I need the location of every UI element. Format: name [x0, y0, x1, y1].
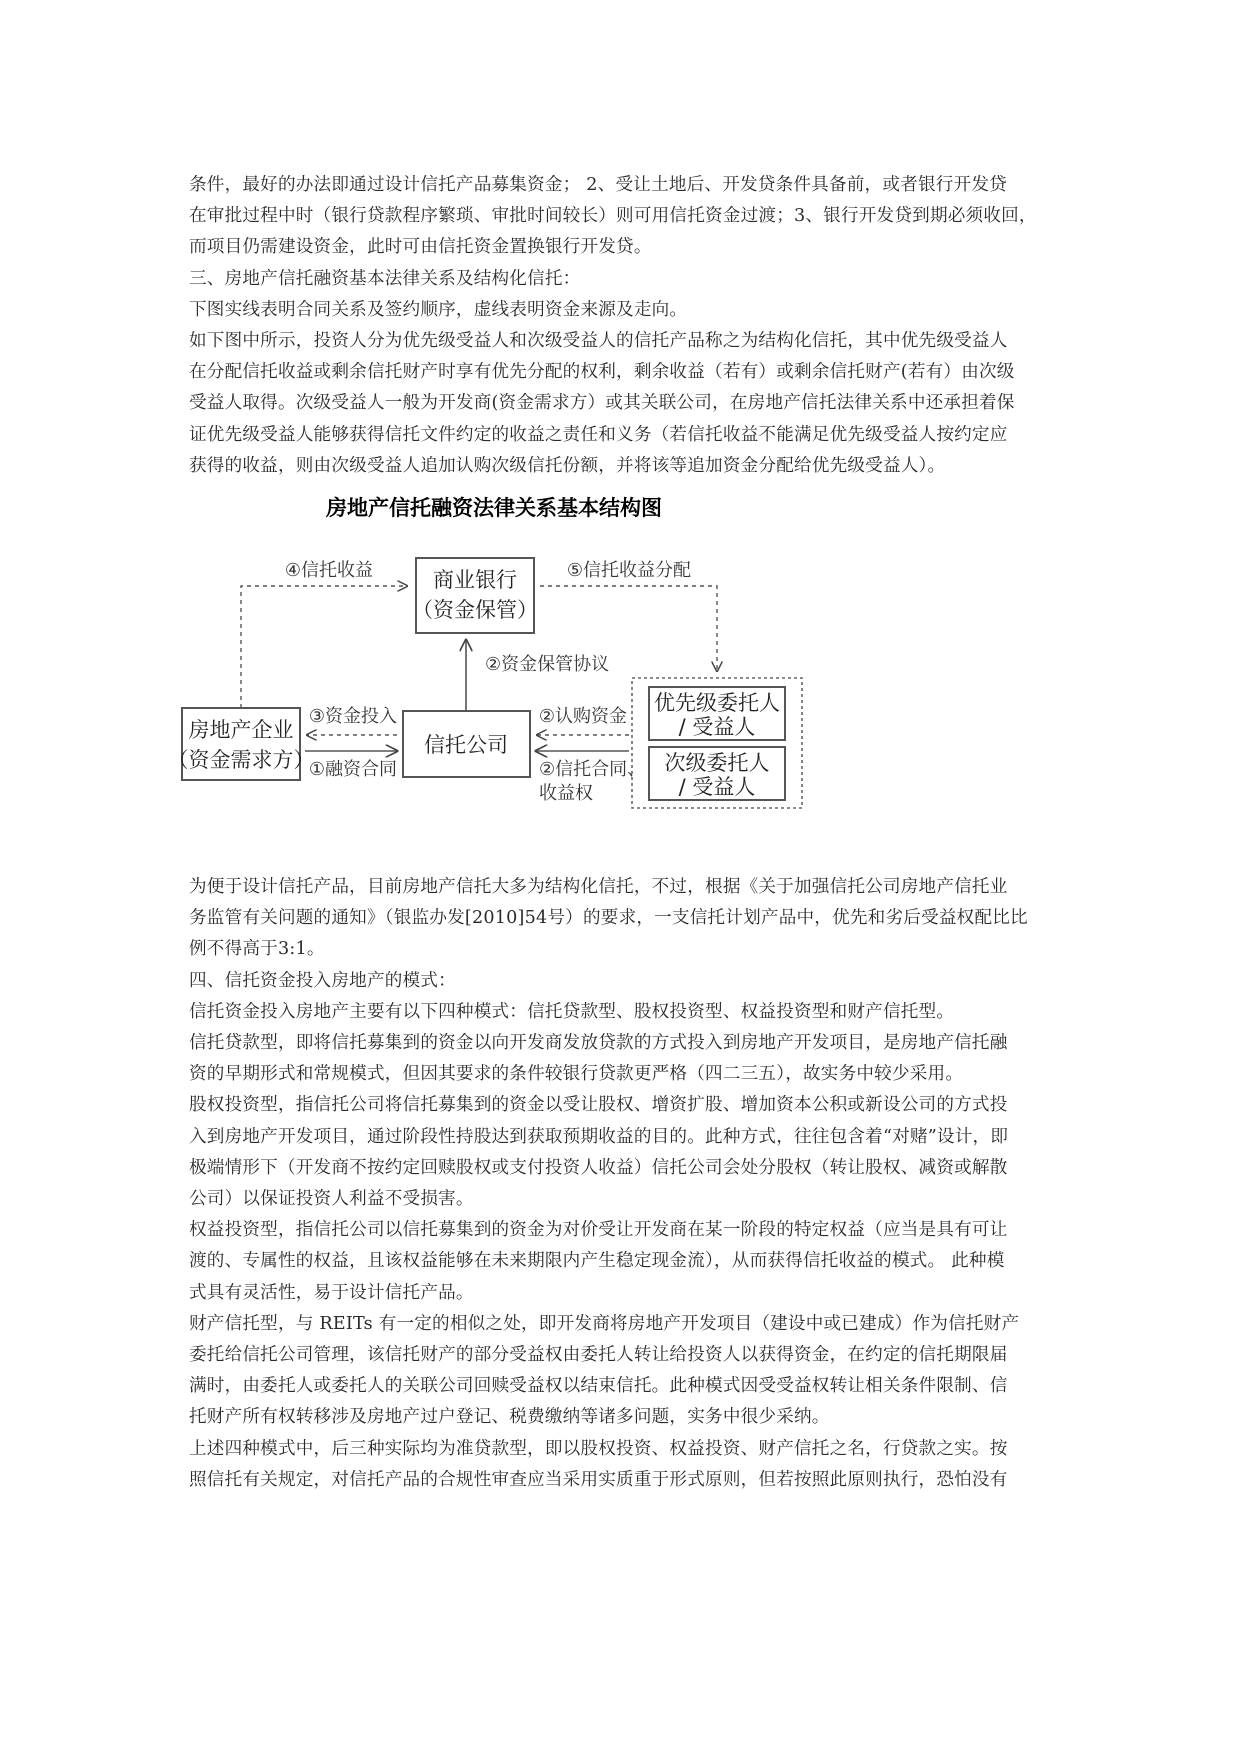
text-line: 三、房地产信托融资基本法律关系及结构化信托： — [189, 268, 581, 289]
text-line: 照信托有关规定，对信托产品的合规性审查应当采用实质重于形式原则，但若按照此原则执行，恐怕没有 — [189, 1469, 1008, 1490]
subscription-funds-label: ②认购资金 — [538, 706, 628, 728]
document-page — [167, 170, 1055, 1496]
financing-contract-label: ①融资合同 — [308, 759, 398, 781]
text-line: 为便于设计信托产品，目前房地产信托大多为结构化信托，不过，根据《关于加强信托公司房地产信托业 — [189, 877, 1008, 898]
text-line: 受益人取得。次级受益人一般为开发商(资金需求方）或其关联公司，在房地产信托法律关系中还承担着保 — [189, 393, 1015, 414]
paragraph — [189, 966, 1055, 997]
text-line: 获得的收益，则由次级受益人追加认购次级信托份额，并将该等追加资金分配给优先级受益人）。 — [189, 455, 946, 476]
text-line: 信托贷款型，即将信托募集到的资金以向开发商发放贷款的方式投入到房地产开发项目，是房地产信托融 — [189, 1033, 1008, 1054]
text-line: 资的早期形式和常规模式，但因其要求的条件较银行贷款更严格（四二三五），故实务中较少采用。 — [189, 1064, 964, 1085]
junior-beneficiary-sublabel: / 受益人 — [678, 775, 756, 800]
diagram-title: 房地产信托融资法律关系基本结构图 — [326, 496, 662, 521]
text-line: 股权投资型，指信托公司将信托募集到的资金以受让股权、增资扩股、增加资本公积或新设公司的方式投 — [189, 1095, 1008, 1116]
text-line: 务监管有关问题的通知》（银监办发[2010]54号）的要求，一支信托计划产品中，优先和劣后受益权配比比 — [189, 908, 1028, 929]
text-line: 委托给信托公司管理，该信托财产的部分受益权由委托人转让给投资人以获得资金，在约定的信托期限届 — [189, 1345, 1008, 1366]
trust-contract-label: ②信托合同、 — [539, 759, 646, 781]
text-line: 信托资金投入房地产主要有以下四种模式：信托贷款型、股权投资型、权益投资型和财产信托型。 — [189, 1001, 955, 1022]
text-line: 托财产所有权转移涉及房地产过户登记、税费缴纳等诸多问题，实务中很少采纳。 — [189, 1407, 830, 1428]
developer-label: 房地产企业 — [188, 718, 294, 743]
trust-contract-label-2: 收益权 — [539, 783, 593, 805]
paragraph — [189, 997, 1055, 1028]
income-distribution-label: ⑤信托收益分配 — [566, 560, 692, 582]
paragraph — [189, 1434, 1055, 1496]
text-line: 下图实线表明合同关系及签约顺序，虚线表明资金来源及走向。 — [189, 299, 688, 320]
text-line: 条件，最好的办法即通过设计信托产品募集资金； 2、受让土地后、开发贷条件具备前，或者银行开发贷 — [189, 175, 1007, 195]
paragraph — [189, 326, 1055, 482]
text-line: 财产信托型，与 REITs 有一定的相似之处，即开发商将房地产开发项目（建设中或已建成）作为信托财产 — [189, 1313, 1020, 1334]
paragraph — [189, 1309, 1055, 1434]
structure-diagram — [167, 482, 1055, 872]
trust-income-arrow — [241, 586, 407, 708]
text-section-after — [189, 872, 1055, 1496]
paragraph — [189, 872, 1055, 966]
text-line: 式具有灵活性，易于设计信托产品。 — [189, 1282, 474, 1303]
diagram-svg — [167, 482, 1055, 872]
text-line: 在分配信托收益或剩余信托财产时享有优先分配的权利，剩余收益（若有）或剩余信托财产(若有）由次级 — [189, 362, 1015, 383]
text-line: 极端情形下（开发商不按约定回赎股权或支付投资人收益）信托公司会处分股权（转让股权、减资或解散 — [189, 1157, 1008, 1178]
text-line: 上述四种模式中，后三种实际均为准贷款型，即以股权投资、权益投资、财产信托之名，行贷款之实。按 — [189, 1438, 1008, 1459]
text-line: 证优先级受益人能够获得信托文件约定的收益之责任和义务（若信托收益不能满足优先级受益人按约定应 — [189, 424, 1008, 445]
text-line: 权益投资型，指信托公司以信托募集到的资金为对价受让开发商在某一阶段的特定权益（应当是具有可让 — [189, 1220, 1008, 1241]
text-line: 在审批过程中时（银行贷款程序繁琐、审批时间较长）则可用信托资金过渡；3、银行开发贷到期必须收回， — [189, 206, 1037, 227]
junior-beneficiary-label: 次级委托人 — [664, 751, 770, 776]
fund-investment-label: ③资金投入 — [308, 706, 398, 728]
text-line: 满时，由委托人或委托人的关联公司回赎受益权以结束信托。此种模式因受受益权转让相关条件限制、信 — [189, 1376, 1008, 1397]
custody-agreement-label: ②资金保管协议 — [485, 654, 610, 676]
bank-sublabel: （资金保管） — [412, 598, 538, 623]
paragraph — [189, 1215, 1055, 1309]
trust-income-label: ④信托收益 — [284, 560, 374, 582]
text-line: 入到房地产开发项目，通过阶段性持股达到获取预期收益的目的。此种方式，往往包含着“对赌”设计，即 — [189, 1126, 1009, 1147]
text-section-before — [189, 170, 1055, 482]
text-line: 如下图中所示，投资人分为优先级受益人和次级受益人的信托产品称之为结构化信托，其中优先级受益人 — [189, 331, 1008, 352]
paragraph — [189, 1090, 1055, 1215]
paragraph — [189, 170, 1055, 264]
bank-label: 商业银行 — [433, 568, 517, 593]
senior-beneficiary-sublabel: / 受益人 — [678, 715, 756, 740]
senior-beneficiary-label: 优先级委托人 — [654, 691, 780, 716]
paragraph — [189, 1028, 1055, 1090]
text-line: 渡的、专属性的权益，且该权益能够在未来期限内产生稳定现金流），从而获得信托收益的模式。 此种模 — [189, 1251, 1005, 1272]
text-line: 例不得高于3:1。 — [189, 939, 325, 960]
developer-sublabel: （资金需求方） — [167, 748, 315, 773]
text-line: 四、信托资金投入房地产的模式： — [189, 970, 456, 991]
paragraph — [189, 295, 1055, 326]
trust-company-label: 信托公司 — [424, 733, 508, 758]
paragraph — [189, 264, 1055, 295]
text-line: 公司）以保证投资人利益不受损害。 — [189, 1189, 474, 1210]
text-line: 而项目仍需建设资金，此时可由信托资金置换银行开发贷。 — [189, 237, 652, 258]
